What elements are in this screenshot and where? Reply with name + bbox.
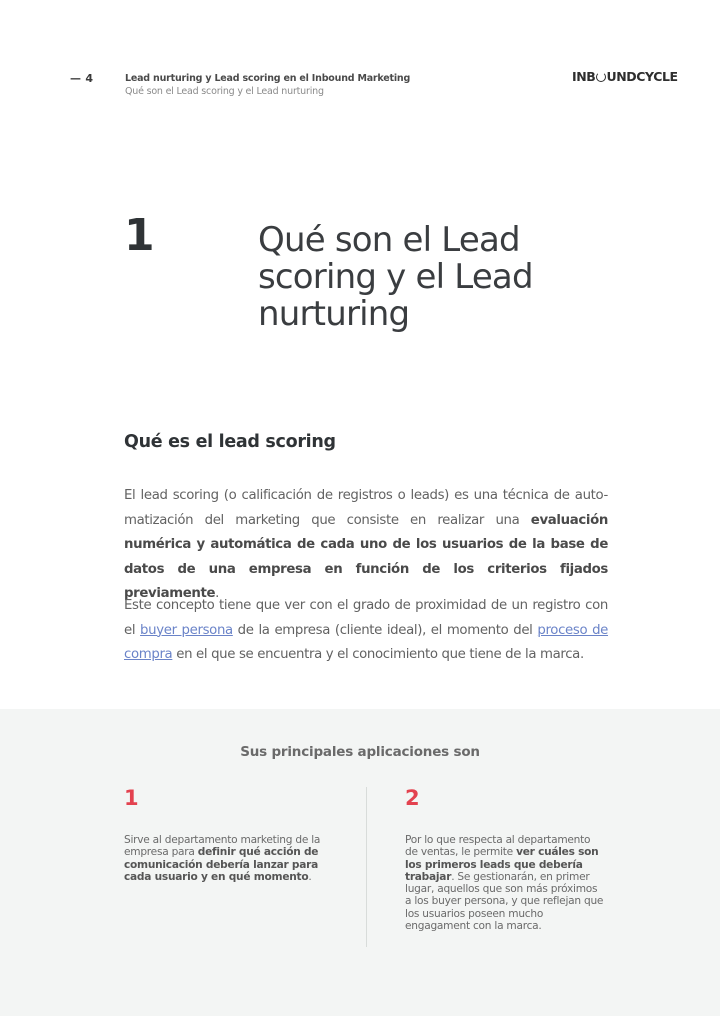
- buyer-persona-link[interactable]: buyer persona: [140, 622, 233, 638]
- logo-o-icon: [596, 72, 606, 82]
- page-number: — 4: [70, 72, 94, 85]
- paragraph-text: en el que se encuentra y el conocimiento que tiene de la marca.: [172, 647, 584, 663]
- paragraph-text: de la empresa (cliente ideal), el momento del: [232, 622, 538, 638]
- proceso-de-compra-link[interactable]: proceso de compra: [124, 622, 609, 663]
- chapter-title: Qué son el Lead scoring y el Lead nurturing: [258, 220, 533, 334]
- application-text-bold: ver cuáles son los primeros leads que debería trabajar: [405, 846, 599, 883]
- paragraph-bold: evaluación numérica y automática de cada uno de los usuarios de la base de datos de una empresa en función de los criterios fijados previamente: [124, 512, 608, 602]
- breadcrumb: [125, 72, 410, 98]
- paragraph-text: El lead scoring (o calificación de registros o leads) es una técnica de auto-matización del marketing que consiste en realizar una: [124, 488, 608, 528]
- section-title: Qué es el lead scoring: [124, 432, 336, 452]
- application-number: 2: [405, 786, 420, 810]
- application-number: 1: [124, 786, 139, 810]
- paragraph-concept: [124, 594, 608, 668]
- application-text-bold: definir qué acción de comunicación debería lanzar para cada usuario y en qué momento: [124, 846, 319, 883]
- logo-text-left: INB: [572, 69, 596, 84]
- column-divider: [366, 787, 367, 947]
- application-text-part: .: [308, 870, 312, 883]
- chapter-number: 1: [124, 210, 155, 261]
- chapter-crumb: Qué son el Lead scoring y el Lead nurturing: [125, 86, 324, 97]
- application-text: [124, 834, 324, 883]
- application-text-part: Por lo que respecta al departamento de ventas, le permite: [405, 834, 591, 859]
- paragraph-text: Este concepto tiene que ver con el grado de proximidad de un registro con el: [124, 598, 608, 638]
- applications-title: Sus principales aplicaciones son: [240, 744, 480, 760]
- application-text-part: Sirve al departamento marketing de la empresa para: [124, 834, 321, 859]
- application-text-part: . Se gestionarán, en primer lugar, aquellos que son más próximos a los buyer persona, y que reflejan que los usuarios poseen mucho engagament con la marca.: [405, 870, 604, 933]
- paragraph-text: .: [215, 586, 220, 602]
- inboundcycle-logo: [572, 69, 678, 84]
- logo-text-right: UNDCYCLE: [606, 69, 678, 84]
- document-title: Lead nurturing y Lead scoring en el Inbound Marketing: [125, 73, 411, 84]
- page-header: [0, 70, 720, 100]
- paragraph-definition: [124, 484, 608, 607]
- applications-panel: [0, 709, 720, 1016]
- application-text: [405, 834, 605, 932]
